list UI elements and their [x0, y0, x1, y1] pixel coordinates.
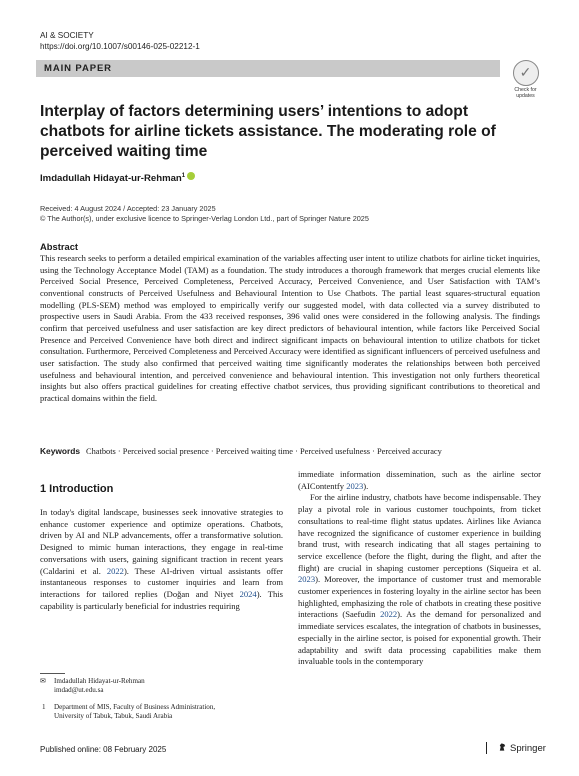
intro-right-column	[298, 469, 541, 668]
intro-text: ). Moreover, the importance of customer trust and memorable customer experiences in fostering loyalty in the airline sector has been highlighted, emphasizing the role of chatbots in creating these positive interactions (Saefudin	[298, 574, 541, 620]
orcid-icon[interactable]	[187, 172, 195, 180]
keywords-line	[40, 446, 442, 456]
intro-text: ). These AI-driven virtual assistants offer instantaneous responses to customer inquiries and learn from interactions for tailored replies (Doğan and Niyet	[40, 565, 283, 599]
section-bar	[36, 60, 500, 77]
intro-left-column	[40, 507, 283, 612]
intro-text: ).	[363, 480, 369, 491]
footnote-affiliation-line-1: Department of MIS, Faculty of Business Administration,	[54, 703, 216, 711]
citation-link[interactable]: 2022	[380, 609, 398, 620]
publisher-name: Springer	[510, 743, 546, 754]
author-name[interactable]: Imdadullah Hidayat-ur-Rehman	[40, 173, 182, 184]
intro-text: immediate information dissemination, such as the airline sector (AIContentfy	[298, 469, 541, 491]
citation-link[interactable]: 2023	[298, 574, 316, 585]
intro-text: ). As the demand for personalized and immediate services escalates, the integration of chatbots in businesses, especially in the airline sector, is poised for exponential growth. Their adaptability and swift data processing capabilities make them invaluable tools in the contemporary	[298, 609, 542, 667]
copyright-notice: © The Author(s), under exclusive licence to Springer-Verlag London Ltd., part of Springer Nature 2025	[40, 214, 369, 223]
keywords-list: Chatbots · Perceived social presence · Perceived waiting time · Perceived usefulness · Perceived accuracy	[86, 447, 442, 456]
intro-paragraph-continued	[298, 469, 541, 492]
citation-link[interactable]: 2024	[239, 588, 257, 599]
intro-text: For the airline industry, chatbots have become indispensable. They play a pivotal role in various customer touchpoints, from ticket consultations to real-time flight status updates. Airlines like Avianca have recognized the significance of customer experience in building brand trust, with research indicating that all stages pertaining to service excellence (before the flight, during the flight, and after the flight) are crucial in shaping customer perceptions (Siqueira et al.	[298, 492, 541, 573]
envelope-icon: ✉	[40, 677, 46, 685]
published-date: Published online: 08 February 2025	[40, 745, 167, 754]
publisher-logo	[498, 742, 546, 754]
check-for-updates-badge[interactable]	[509, 60, 542, 99]
intro-text: ). This capability is particularly beneficial for industries requiring	[40, 588, 283, 611]
footnote-author: Imdadullah Hidayat-ur-Rehman	[54, 677, 145, 685]
footnote-divider	[40, 673, 65, 674]
check-for-updates-icon: ✓	[513, 60, 539, 86]
intro-paragraph-1	[40, 507, 283, 612]
paper-title: Interplay of factors determining users’ intentions to adopt chatbots for airline tickets assistance. The moderating role of perceived waiting time	[40, 103, 496, 160]
doi-link[interactable]: https://doi.org/10.1007/s00146-025-02212-1	[40, 42, 200, 51]
footer-separator	[486, 742, 487, 754]
citation-link[interactable]: 2022	[106, 565, 124, 576]
keywords-label: Keywords	[40, 446, 81, 456]
section-heading-introduction: 1 Introduction	[40, 483, 114, 495]
check-for-updates-label: Check for updates	[514, 87, 537, 99]
citation-link[interactable]: 2023	[346, 480, 364, 491]
author-affiliation-mark: 1	[181, 172, 186, 179]
intro-paragraph-2	[298, 492, 541, 668]
footnote-affiliation-line-2: University of Tabuk, Tabuk, Saudi Arabia	[54, 712, 173, 720]
section-label: MAIN PAPER	[44, 63, 112, 74]
abstract-heading: Abstract	[40, 241, 79, 252]
intro-text: In today's digital landscape, businesses seek innovative strategies to enhance customer experience and optimize operations. Chatbots, driven by AI and NLP advancements, offer a transformative solution. Designed to mimic human interactions, they engage in real-time conversations with users, gaining significant traction in recent years (Caldarini et al.	[40, 507, 283, 576]
abstract-text: This research seeks to perform a detailed empirical examination of the variables affecting user intent to utilize chatbots for airline ticket inquiries, using the Technology Acceptance Model (TAM) as a foundation. The study introduces a thorough framework that merges crucial elements like Perceived Social Presence, Perceived Completeness, Perceived Accuracy, Perceived Convenience, and User Satisfaction with TAM’s conventional constructs of Perceived Usefulness and Behavioural Intention to Use Chatbots. The partial least squares-structural equation modelling (PLS-SEM) method was employed to empirically verify our suggested model, with data collected via a survey distributed to prospective users in Saudi Arabia. From the 433 received responses, 396 valid ones were considered in the following analysis. The findings confirm that perceived usefulness and user satisfaction are key direct predictors of behavioural intention, while factors like Perceived Social Presence and Perceived Convenience have both direct and indirect significant impacts on behavioural intention to utilize chatbots for ticket consultation. Furthermore, Perceived Completeness and Perceived Accuracy were identified as significant influencers of perceived usefulness and user satisfaction. The study also confirmed that perceived waiting time significantly moderates the relationships between both perceived usefulness and behavioural intention, and perceived convenience and behavioural intention. This investigation not only furthers theoretical insights but also offers practical guidelines for creating effective chatbot services, thus providing significant contributions to theoretical and practical domains within the field.	[40, 253, 540, 403]
author-line	[40, 172, 195, 184]
journal-name: AI & SOCIETY	[40, 31, 94, 40]
springer-horse-icon	[498, 742, 507, 752]
footnote-affiliation-number: 1	[42, 703, 46, 711]
footnote-email[interactable]: imdad@ut.edu.sa	[54, 686, 104, 694]
received-dates: Received: 4 August 2024 / Accepted: 23 January 2025	[40, 204, 216, 213]
